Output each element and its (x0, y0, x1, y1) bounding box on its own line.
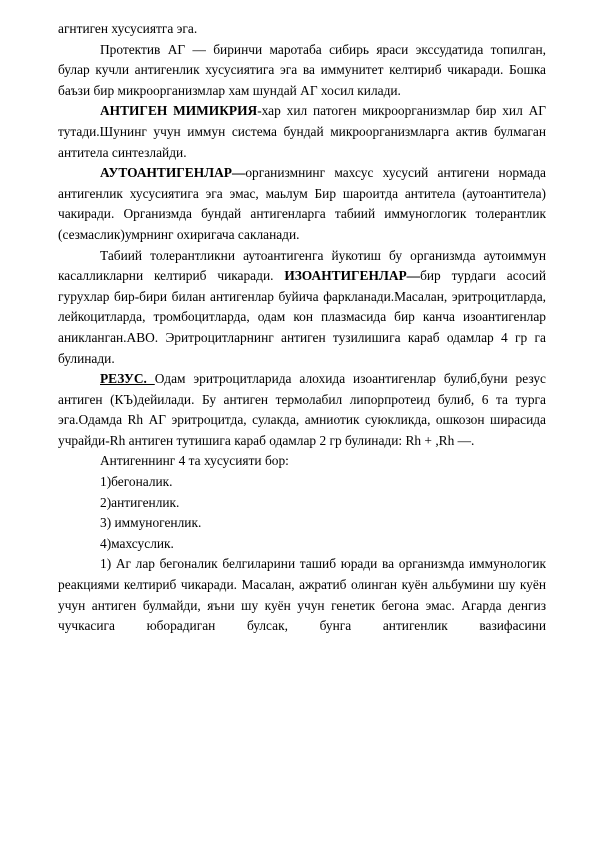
document-page (58, 19, 546, 637)
paragraph-text: -хар хил патоген микроорганизмлар бир хил АГ тутади.Шунинг учун иммун система бундай микроорганизмларга актив булмаган антитела синтезлайди. (58, 103, 546, 160)
paragraph-properties-intro (58, 451, 546, 472)
paragraph-text: бир турдаги асосий гурухлар бир-бири билан антигенлар буйича фаркланади.Масалан, эритроцитларда, лейкоцитларда, тромбоцитларда, одам кон плазмасида бир канча изоантигенлар аникланган.АВО. Эритроцитларнинг антиген тузилишига караб одамлар 4 гр га булинади. (58, 268, 546, 366)
paragraph-protective-ag (58, 40, 546, 102)
list-item-text: 3) иммуногенлик. (100, 515, 202, 531)
list-item (58, 472, 546, 493)
list-item-text: 4)махсуслик. (100, 535, 174, 551)
list-item (58, 513, 546, 534)
paragraph-autoantigens (58, 163, 546, 245)
list-item-text: 2)антигенлик. (100, 494, 180, 510)
list-item (58, 493, 546, 514)
term-antigen-mimicry: АНТИГЕН МИМИКРИЯ (100, 103, 258, 119)
paragraph-antigen-mimicry (58, 101, 546, 163)
paragraph-text: Антигеннинг 4 та хусусияти бор: (100, 453, 289, 469)
paragraph-foreignness (58, 554, 546, 636)
paragraph-isoantigens (58, 246, 546, 370)
term-autoantigens: АУТОАНТИГЕНЛАР— (100, 165, 246, 181)
paragraph-continuation (58, 19, 546, 40)
paragraph-text: 1) Аг лар бегоналик белгиларини ташиб юради ва организмда иммунологик реакциями келтириб чикаради. Масалан, ажратиб олинган куён альбумини шу куён учун антиген булмайди, яъни шу куён учун генетик бегона эмас. Агарда денгиз чучкасига юборадиган булсак, бунга антигенлик вазифасини (58, 556, 546, 634)
paragraph-text: Табиий толерантликни аутоантигенга йукотиш бу организмда аутоиммун касалликларни келтириб чикаради. (58, 247, 546, 284)
term-rhesus: РЕЗУС. (100, 371, 155, 387)
paragraph-text: Одам эритроцитларида алохида изоантигенлар булиб,буни резус антиген (КЪ)дейилади. Бу антиген термолабил липорпротеид булиб, 6 та турга эга.Одамда Rh АГ эритроцитда, сулакда, амниотик суюкликда, ошкозон ширасида учрайди-Rh антиген тутишига караб одамлар 2 гр булинади: Rh + ,Rh —. (58, 371, 547, 448)
list-item (58, 534, 546, 555)
list-item-text: 1)бегоналик. (100, 474, 173, 490)
paragraph-text: организмнинг махсус хусусий антигени нормада антигенлик хусусиятига эга эмас, маьлум Бир шароитда антитела (аутоантитела) чакиради. Организмда бундай антигенларга табиий иммуноглогик толерантлик (сезмаслик)умрнинг охиригача сакланади. (58, 165, 546, 242)
paragraph-rhesus (58, 369, 546, 451)
term-isoantigens: ИЗОАНТИГЕНЛАР— (284, 268, 421, 284)
paragraph-text: агнтиген хусусиятга эга. (58, 21, 198, 36)
paragraph-text: Протектив АГ — биринчи маротаба сибирь яраси экссудатида топилган, булар кучли антигенлик хусусиятига эга ва иммунитет келтириб чикаради. Бошка баъзи бир микроорганизмлар хам шундай АГ хосил килади. (58, 41, 546, 98)
